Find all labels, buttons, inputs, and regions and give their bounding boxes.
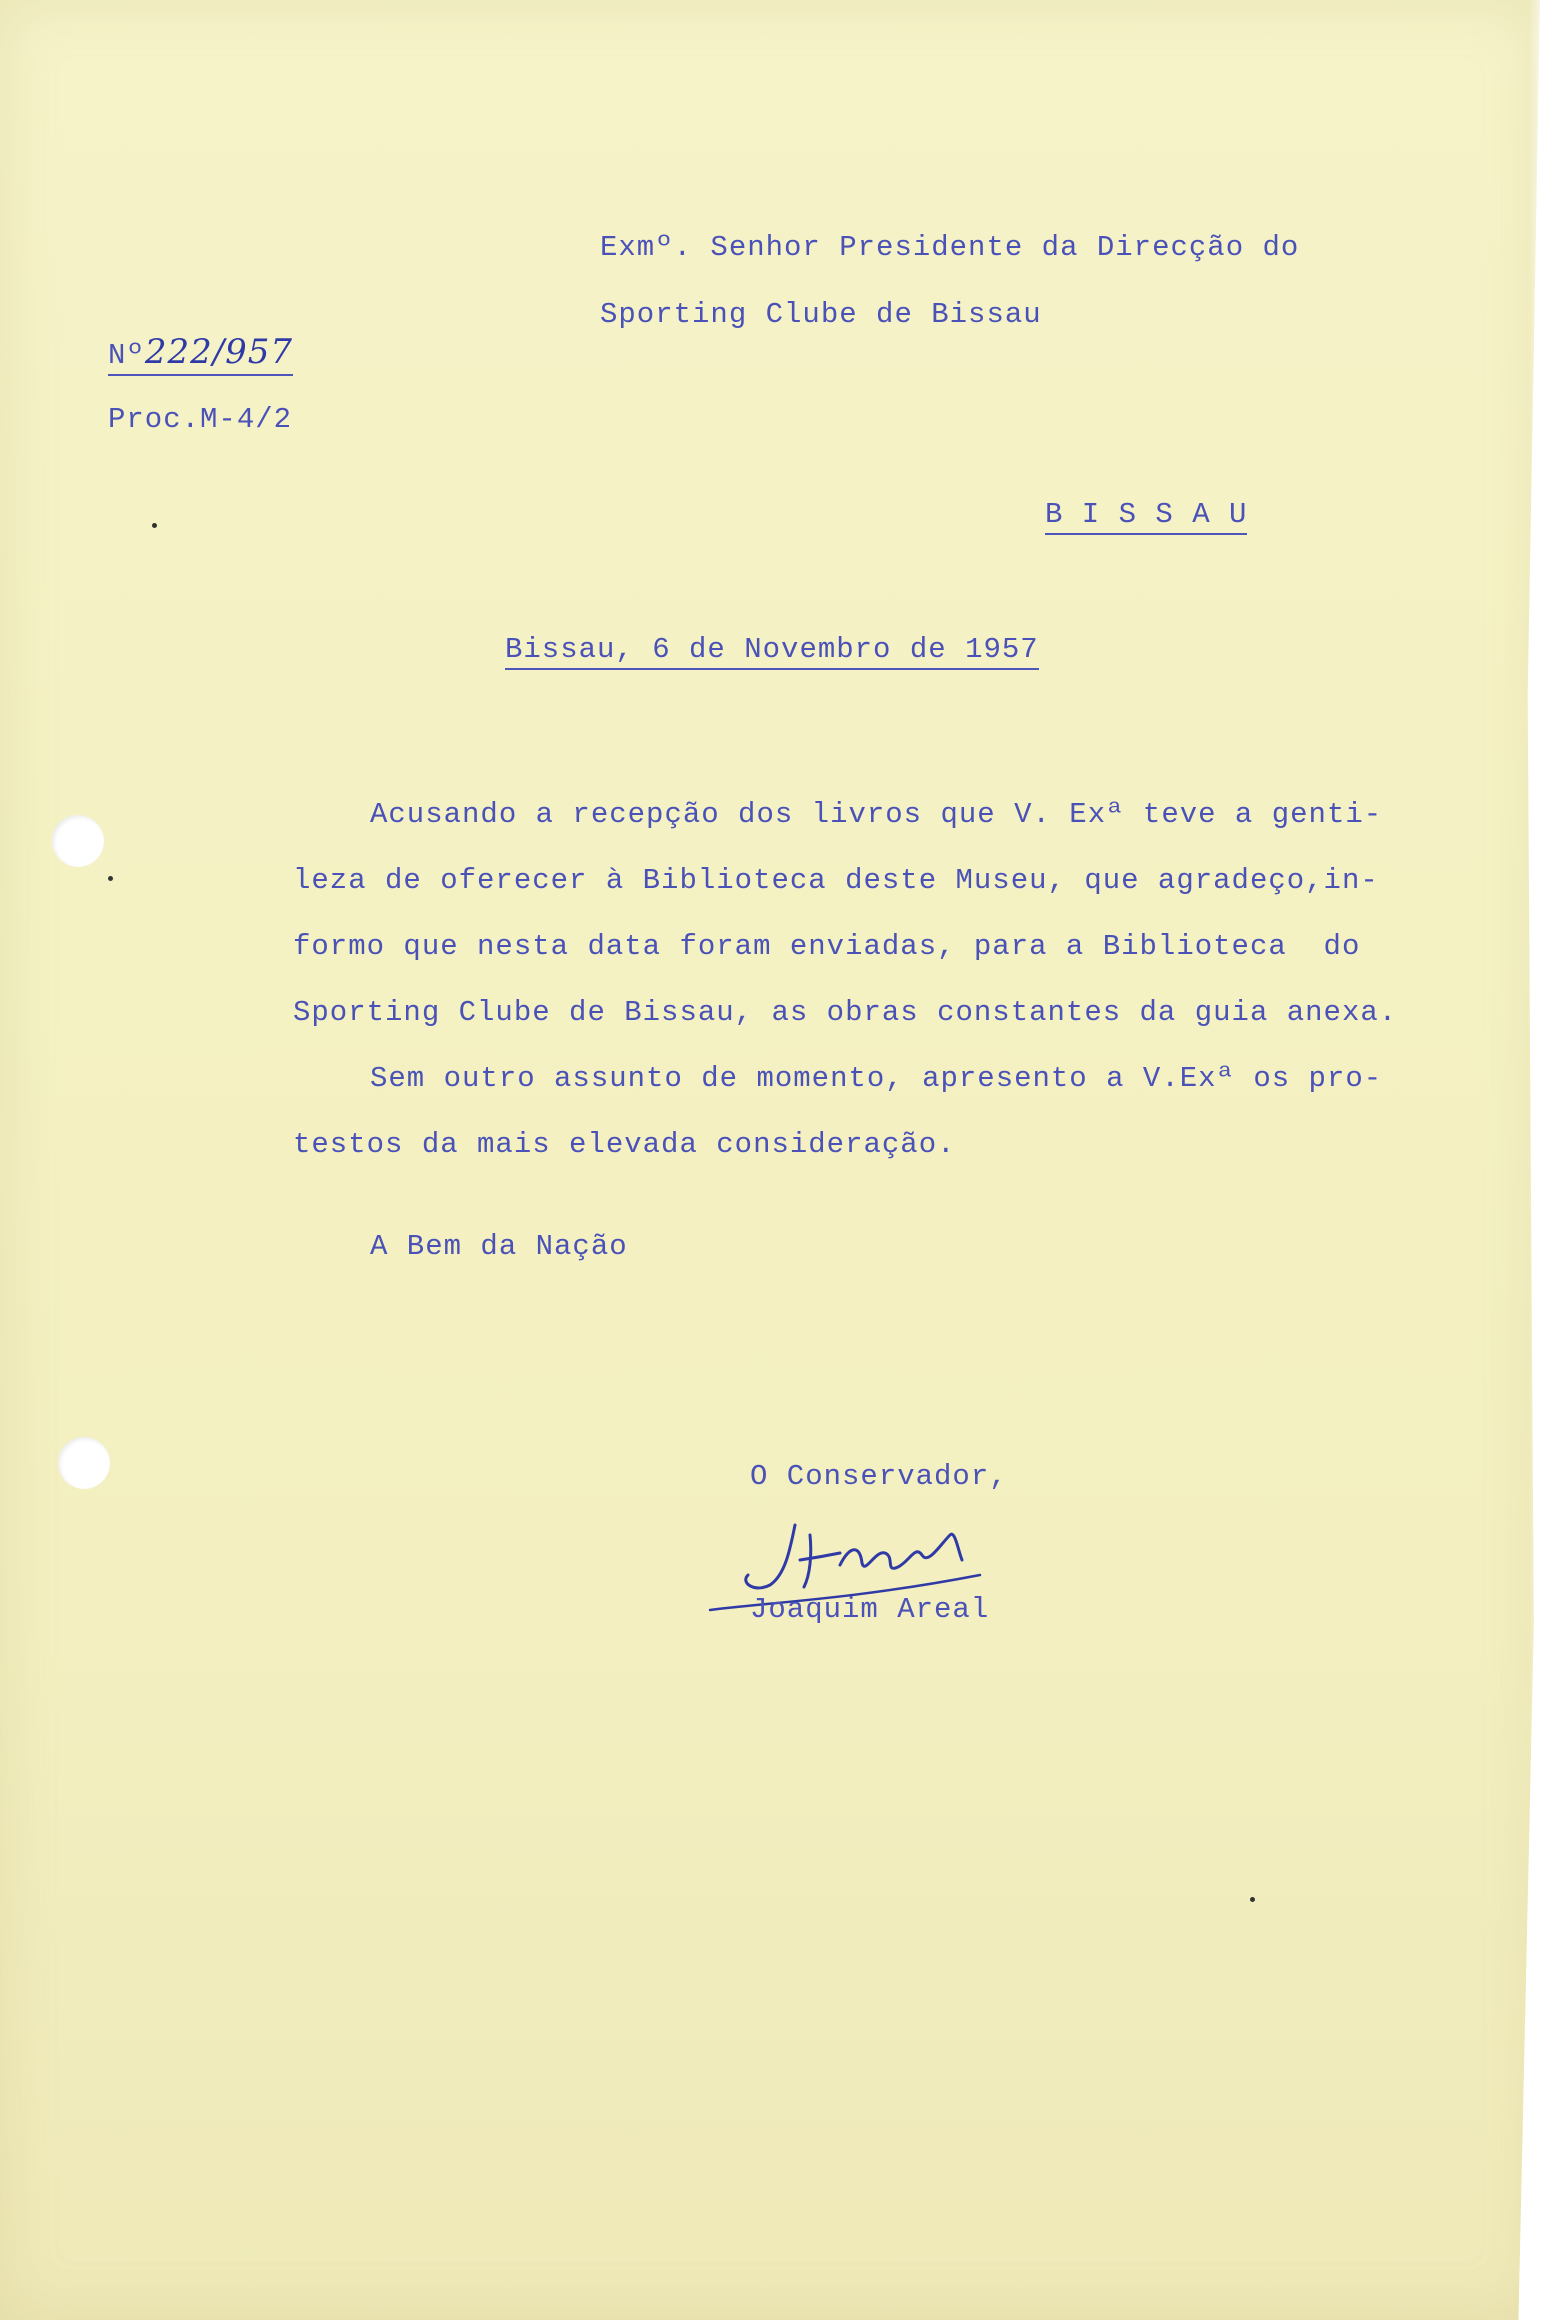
page-edge <box>1529 0 1557 2320</box>
paper-speck <box>1250 1897 1255 1902</box>
date-line: Bissau, 6 de Novembro de 1957 <box>505 635 1039 670</box>
body-line: leza de oferecer à Biblioteca deste Museu, que agradeço,in- <box>293 864 1379 897</box>
paper-speck <box>152 523 157 528</box>
body-line: Sem outro assunto de momento, apresento a V.Exª os pro- <box>370 1062 1383 1095</box>
signatory-title: O Conservador, <box>750 1460 1008 1493</box>
body-line: Acusando a recepção dos livros que V. Exª teve a genti- <box>370 798 1383 831</box>
body-line: formo que nesta data foram enviadas, para a Biblioteca do <box>293 930 1361 963</box>
reference-number-prefix: Nº <box>108 339 145 372</box>
closing-salutation: A Bem da Nação <box>370 1230 628 1263</box>
body-line: testos da mais elevada consideração. <box>293 1128 956 1161</box>
recipient-line-1: Exmº. Senhor Presidente da Direcção do <box>600 231 1300 264</box>
signatory-name: Joaquim Areal <box>750 1593 990 1626</box>
reference-number-handwritten: 222/957 <box>144 332 294 372</box>
process-reference: Proc.M-4/2 <box>108 403 293 436</box>
paper-speck <box>108 876 113 881</box>
body-line: Sporting Clube de Bissau, as obras constantes da guia anexa. <box>293 996 1398 1029</box>
destination-city: B I S S A U <box>1045 500 1247 535</box>
recipient-line-2: Sporting Clube de Bissau <box>600 298 1042 331</box>
punch-hole-bottom <box>58 1437 110 1489</box>
reference-number <box>108 332 294 376</box>
punch-hole-top <box>52 815 104 867</box>
